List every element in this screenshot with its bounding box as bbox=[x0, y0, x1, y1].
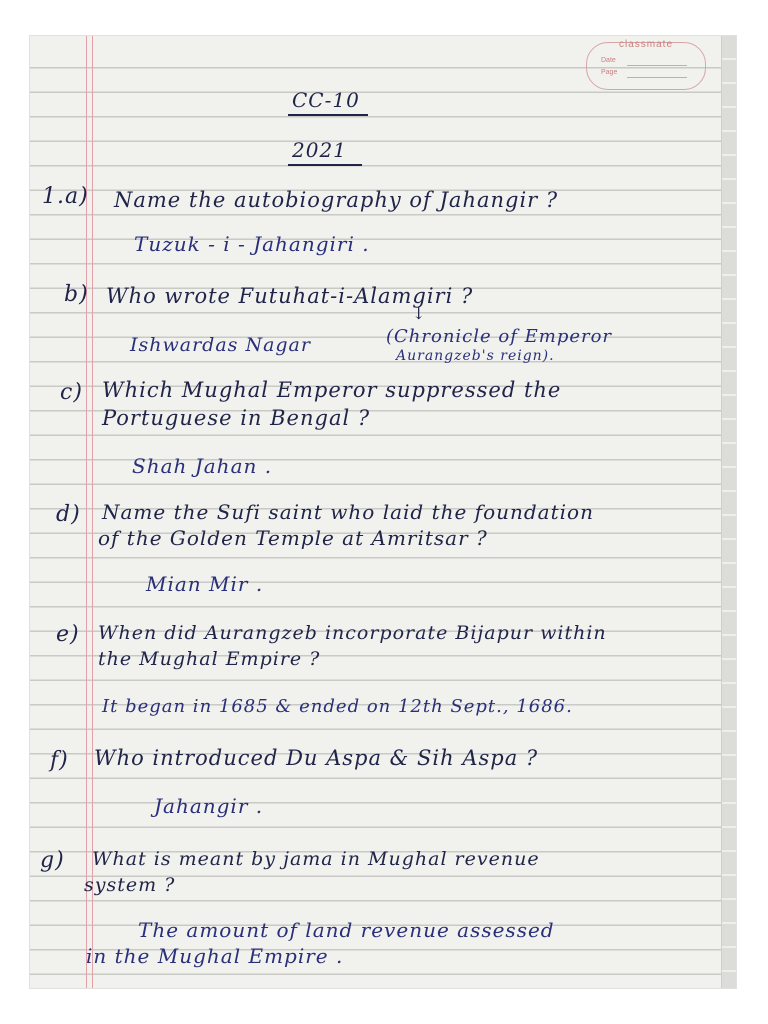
year: 2021 bbox=[292, 138, 347, 162]
brand-box bbox=[586, 39, 706, 90]
margin-line bbox=[86, 36, 87, 988]
question-text: Name the Sufi saint who laid the foundation bbox=[102, 500, 594, 524]
question-label: f) bbox=[50, 748, 69, 773]
answer-text: in the Mughal Empire . bbox=[86, 944, 344, 968]
question-text: of the Golden Temple at Amritsar ? bbox=[98, 526, 488, 550]
arrow-down: ↓ bbox=[412, 304, 427, 323]
answer-text: Ishwardas Nagar bbox=[130, 334, 311, 356]
answer-note: Aurangzeb's reign). bbox=[396, 348, 555, 364]
question-label: e) bbox=[56, 622, 80, 647]
question-text: When did Aurangzeb incorporate Bijapur within bbox=[98, 622, 607, 644]
answer-text: Jahangir . bbox=[154, 794, 264, 818]
question-text: Which Mughal Emperor suppressed the bbox=[102, 378, 562, 402]
answer-text: Tuzuk - i - Jahangiri . bbox=[134, 232, 370, 256]
date-label: Date bbox=[601, 57, 616, 64]
question-label: d) bbox=[56, 502, 81, 527]
question-text: Who wrote Futuhat-i-Alamgiri ? bbox=[106, 284, 474, 308]
question-text: system ? bbox=[84, 874, 176, 896]
year-underline bbox=[288, 164, 362, 166]
question-text: Portuguese in Bengal ? bbox=[102, 406, 371, 430]
question-text: Who introduced Du Aspa & Sih Aspa ? bbox=[94, 746, 539, 770]
brand-name: classmate bbox=[618, 39, 673, 50]
question-label: b) bbox=[64, 282, 89, 307]
page-label: Page bbox=[601, 69, 618, 76]
notebook-page bbox=[30, 36, 736, 988]
answer-text: The amount of land revenue assessed bbox=[138, 918, 555, 942]
date-rule bbox=[627, 65, 687, 66]
question-text: the Mughal Empire ? bbox=[98, 648, 321, 670]
answer-text: Mian Mir . bbox=[146, 572, 264, 596]
answer-text: It began in 1685 & ended on 12th Sept., 1686. bbox=[102, 696, 573, 717]
question-text: Name the autobiography of Jahangir ? bbox=[114, 188, 559, 212]
course-underline bbox=[288, 114, 368, 116]
margin-line bbox=[92, 36, 93, 988]
question-label: 1.a) bbox=[42, 184, 89, 209]
page-rule bbox=[627, 77, 687, 78]
question-label: g) bbox=[40, 848, 65, 873]
question-label: c) bbox=[60, 380, 83, 405]
answer-note: (Chronicle of Emperor bbox=[386, 326, 613, 347]
answer-text: Shah Jahan . bbox=[132, 454, 273, 478]
page-edge bbox=[721, 36, 736, 988]
question-text: What is meant by jama in Mughal revenue bbox=[92, 848, 540, 870]
course-code: CC-10 bbox=[292, 88, 360, 112]
